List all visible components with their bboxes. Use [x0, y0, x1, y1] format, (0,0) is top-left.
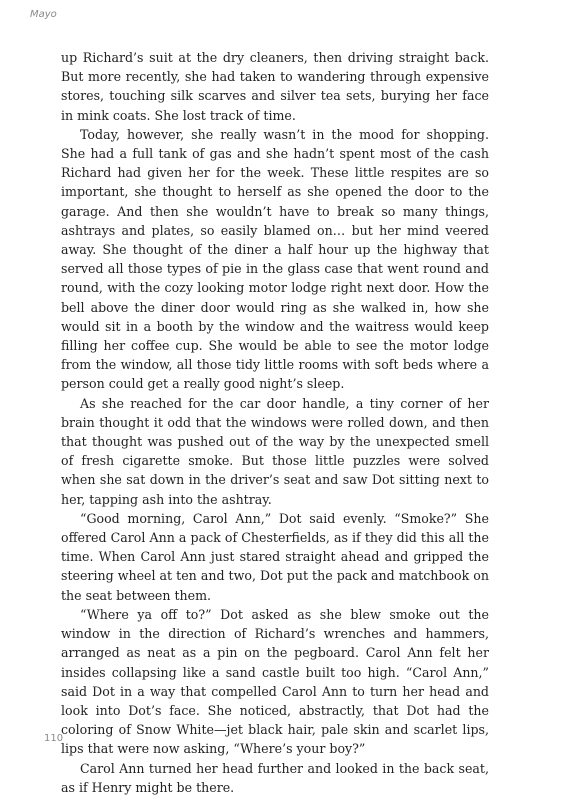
body-text — [61, 48, 489, 797]
paragraph: Today, however, she really wasn’t in the mood for shopping. She had a full tank of gas and she hadn’t spent most of the cash Richard had given her for the week. These little respites are so important, she thought to herself as she opened the door to the garage. And then she wouldn’t have to break so many things, ashtrays and plates, so easily blamed on… but her mind veered away. She thought of the diner a half hour up the highway that served all those types of pie in the glass case that went round and round, with the cozy looking motor lodge right next door. How the bell above the diner door would ring as she walked in, how she would sit in a booth by the window and the waitress would keep filling her coffee cup. She would be able to see the motor lodge from the window, all those tidy little rooms with soft beds where a person could get a really good night’s sleep. — [61, 126, 489, 392]
page-number: 110 — [44, 733, 64, 744]
paragraph: up Richard’s suit at the dry cleaners, then driving straight back. But more recently, she had taken to wandering through expensive stores, touching silk scarves and silver tea sets, burying her face in mink coats. She lost track of time. — [61, 50, 489, 123]
paragraph: “Good morning, Carol Ann,” Dot said evenly. “Smoke?” She offered Carol Ann a pack of Chesterfields, as if they did this all the time. When Carol Ann just stared straight ahead and gripped the steering wheel at ten and two, Dot put the pack and matchbook on the seat between them. — [61, 510, 489, 603]
paragraph: “Where ya off to?” Dot asked as she blew smoke out the window in the direction of Richard’s wrenches and hammers, arranged as neat as a pin on the pegboard. Carol Ann felt her insides collapsing like a sand castle built too high. “Carol Ann,” said Dot in a way that compelled Carol Ann to turn her head and look into Dot’s face. She noticed, abstractly, that Dot had the coloring of Snow White—jet black hair, pale skin and scarlet lips, lips that were now asking, “Where’s your boy?” — [61, 606, 489, 757]
paragraph: As she reached for the car door handle, a tiny corner of her brain thought it odd that the windows were rolled down, and then that thought was pushed out of the way by the unexpected smell of fresh cigarette smoke. But those little puzzles were solved when she sat down in the driver’s seat and saw Dot sitting next to her, tapping ash into the ashtray. — [61, 395, 489, 507]
running-head: Mayo — [30, 9, 57, 20]
paragraph: Carol Ann turned her head further and looked in the back seat, as if Henry might be there. — [61, 760, 489, 795]
